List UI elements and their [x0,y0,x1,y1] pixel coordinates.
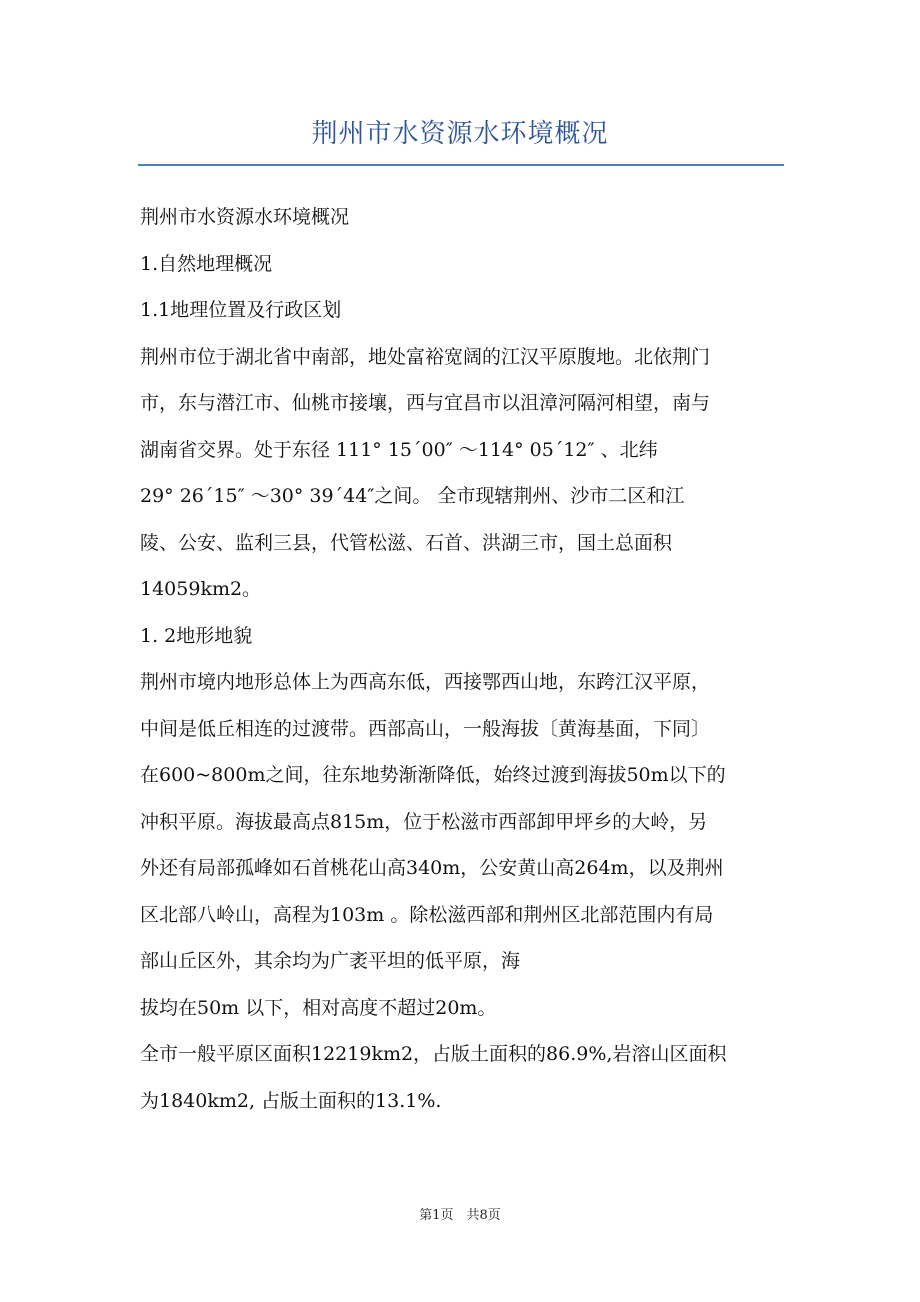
paragraph-location-line-4: 29° 26´15″ ～30° 39´44″之间。 全市现辖荆州、沙市二区和江 [140,485,685,507]
paragraph-terrain-line-7: 部山丘区外，其余均为广袤平坦的低平原，海 [140,950,521,972]
paragraph-area-line-2: 为1840km2, 占版土面积的13.1%. [140,1089,442,1112]
page-number-footer: 第1页 共8页 [419,1208,501,1223]
paragraph-location-line-5: 陵、公安、监利三县，代管松滋、石首、洪湖三市，国土总面积 [140,531,673,554]
paragraph-terrain-line-5: 外还有局部孤峰如石首桃花山高340m，公安黄山高264m，以及荆州 [140,857,724,879]
heading-1-1: 1.1地理位置及行政区划 [140,299,342,321]
paragraph-terrain-line-4: 冲积平原。海拔最高点815m，位于松滋市西部卸甲坪乡的大岭，另 [140,810,708,833]
document-title: 荆州市水资源水环境概况 [311,119,609,149]
paragraph-terrain-line-8: 拔均在50m 以下，相对高度不超过20m。 [140,996,497,1019]
paragraph-terrain-line-6: 区北部八岭山，高程为103m 。除松滋西部和荆州区北部范围内有局 [140,903,714,926]
heading-1-2: 1. 2地形地貌 [140,624,253,647]
paragraph-location-line-1: 荆州市位于湖北省中南部，地处富裕宽阔的江汉平原腹地。北依荆门 [140,345,711,368]
paragraph-terrain-line-1: 荆州市境内地形总体上为西高东低，西接鄂西山地，东跨江汉平原， [140,671,711,693]
heading-doc: 荆州市水资源水环境概况 [140,206,350,228]
document-body [140,194,782,1124]
paragraph-terrain-line-3: 在600~800m之间，往东地势渐渐降低，始终过渡到海拔50m以下的 [140,764,726,786]
paragraph-terrain-line-2: 中间是低丘相连的过渡带。西部高山，一般海拔〔黄海基面，下同〕 [140,717,711,740]
title-underline [138,164,784,166]
paragraph-location-line-3: 湖南省交界。处于东径 111° 15´00″ ～114° 05´12″ 、北纬 [140,438,658,461]
paragraph-area-line-1: 全市一般平原区面积12219km2，占版土面积的86.9%,岩溶山区面积 [140,1043,727,1065]
paragraph-location-line-6: 14059km2。 [140,578,262,600]
heading-1: 1.自然地理概况 [140,252,273,275]
paragraph-location-line-2: 市，东与潜江市、仙桃市接壤，西与宜昌市以沮漳河隔河相望，南与 [140,392,711,414]
